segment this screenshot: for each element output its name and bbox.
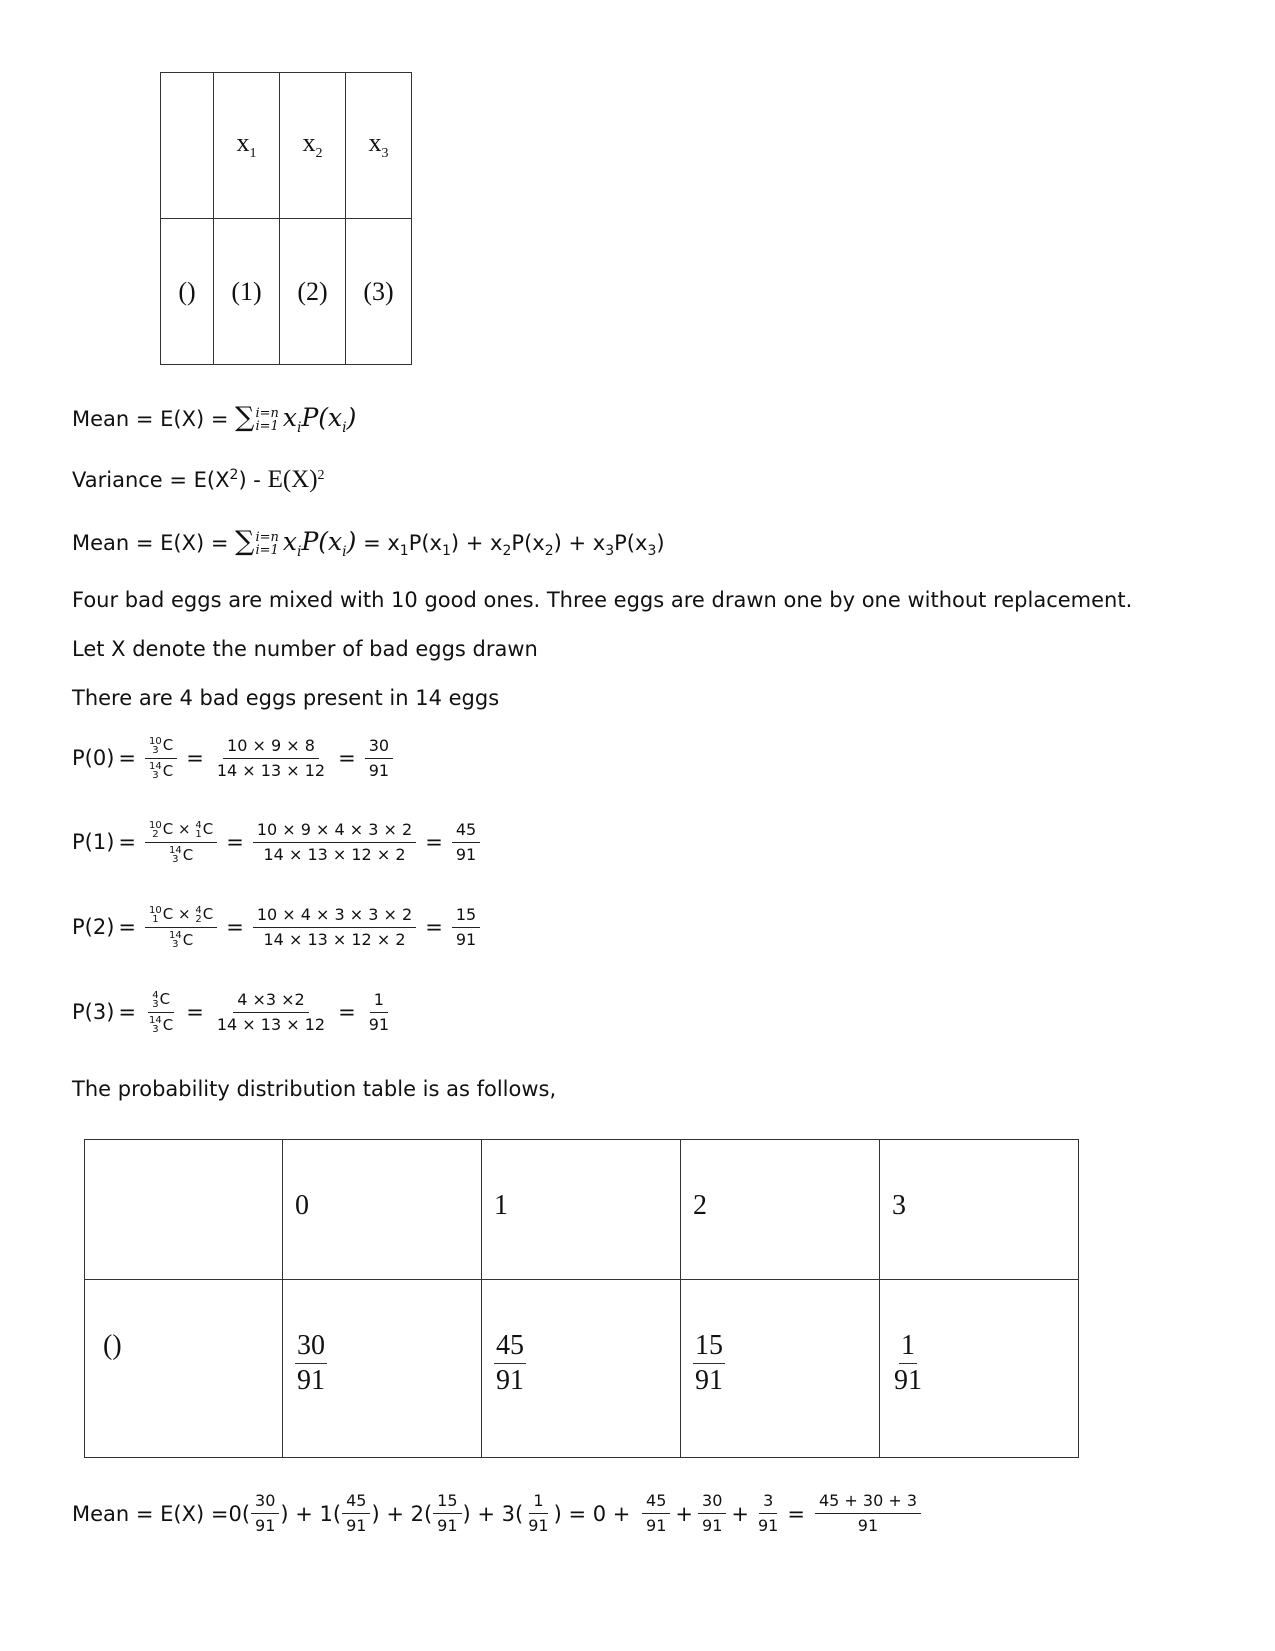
table-row — [85, 1140, 1079, 1280]
variable-definition: Let X denote the number of bad eggs drawn — [72, 637, 538, 661]
table-row — [161, 219, 412, 365]
table-cell: $x_3$ — [346, 73, 412, 219]
combination-fraction: 10 1 C × 4 2 C 14 3 C — [145, 905, 217, 949]
sum-limits: i=n i=1 — [255, 530, 279, 558]
table-cell: (2) — [280, 219, 346, 365]
combination-fraction: 4 3 C 14 3 C — [149, 989, 174, 1035]
table-cell: $\frac{45}{91}$ — [482, 1280, 681, 1458]
table-cell: 0 — [283, 1140, 482, 1280]
probability-p3: P(3) = 4 3 C 14 3 C = $\frac{4 \times 3 \times 2}{14 \times 13 \times 12}$ = $\frac{1}{91}$ — [72, 989, 390, 1035]
table-cell: 1 — [482, 1140, 681, 1280]
table-cell: $\frac{1}{91}$ — [880, 1280, 1079, 1458]
probability-p1: P(1) = 10 2 C × 4 1 C 14 3 C = $\frac{10 \times 9 \times 4 \times 3 \times 2}{14 \times 13 \times 12 \times 2}$ = $\frac{45}{91}$ — [72, 820, 485, 864]
table-cell: $\frac{15}{91}$ — [681, 1280, 880, 1458]
variance-formula: Variance = $E(X^2) - E(X)^2$ — [72, 466, 325, 493]
table-cell: () — [85, 1280, 283, 1458]
mean-formula: Mean = E(X) = ∑ i=n i=1 $x_iP(x_i)$ — [72, 402, 357, 436]
table-cell: 3 — [880, 1140, 1079, 1280]
problem-statement: Four bad eggs are mixed with 10 good ones. Three eggs are drawn one by one without replacement. — [72, 588, 1133, 612]
table-cell: () — [161, 219, 214, 365]
final-mean-calculation: Mean = E(X) = 0( 30 91 ) + 1( 45 91 ) + 2( 15 91 ) + 3( 1 91 ) = 0 + $\frac{45}{91}$ + $\frac{30}{91}$ + $\frac{3}{91}$ = $\frac{45 + 30 + 3}{91}$ — [72, 1492, 926, 1535]
probability-p0: P(0) = 10 3 C 14 3 C = $\frac{10 \times 9 \times 8}{14 \times 13 \times 12}$ = $\frac{30}{91}$ — [72, 736, 398, 780]
table-row — [161, 73, 412, 219]
table-cell: $\frac{30}{91}$ — [283, 1280, 482, 1458]
table-cell — [85, 1140, 283, 1280]
table-cell: 2 — [681, 1140, 880, 1280]
random-variable-table — [160, 72, 412, 365]
distribution-heading: The probability distribution table is as follows, — [72, 1077, 557, 1101]
table-cell: (3) — [346, 219, 412, 365]
sigma-symbol: ∑ — [235, 402, 255, 433]
table-cell: $x_1$ — [214, 73, 280, 219]
mean-expanded-formula: Mean = E(X) = ∑ i=n i=1 $x_iP(x_i) = x_1P(x_1) + x_2P(x_2) + x_3P(x_3)$ — [72, 526, 665, 560]
probability-p2: P(2) = 10 1 C × 4 2 C 14 3 C = $\frac{10 \times 4 \times 3 \times 3 \times 2}{14 \times 13 \times 12 \times 2}$ = $\frac{15}{91}$ — [72, 905, 485, 949]
mean-label: Mean = E(X) = — [72, 407, 236, 431]
sigma-symbol: ∑ — [235, 526, 255, 557]
combination-fraction: 10 2 C × 4 1 C 14 3 C — [145, 820, 217, 864]
bad-eggs-count: There are 4 bad eggs present in 14 eggs — [72, 686, 500, 710]
table-cell: $x_2$ — [280, 73, 346, 219]
sum-limits: i=n i=1 — [255, 406, 279, 434]
combination-fraction: 10 3 C 14 3 C — [145, 736, 177, 780]
probability-distribution-table — [84, 1139, 1079, 1458]
table-cell — [161, 73, 214, 219]
table-row — [85, 1280, 1079, 1458]
table-cell: (1) — [214, 219, 280, 365]
